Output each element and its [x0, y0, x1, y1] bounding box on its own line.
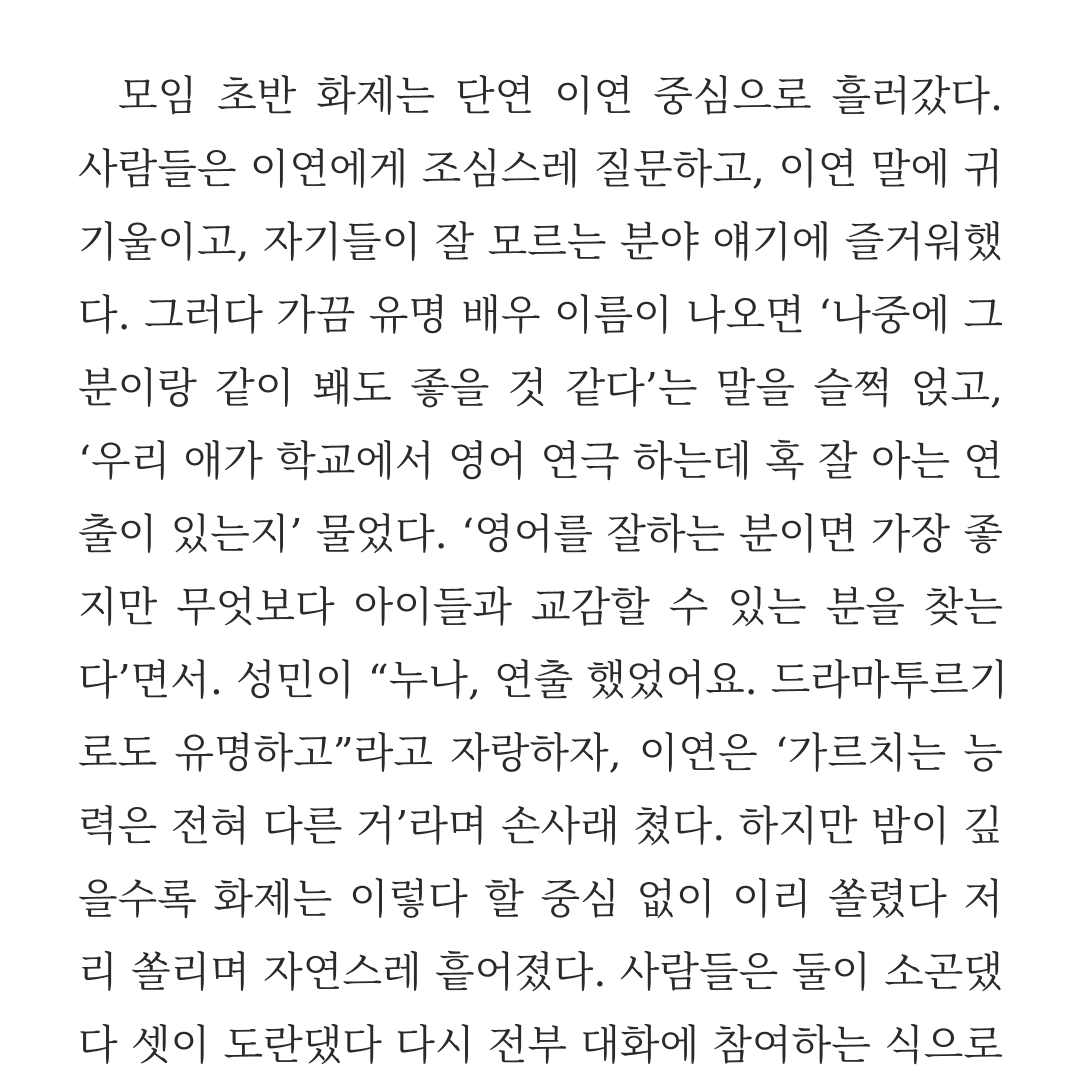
text-line-8: 지만 무엇보다 아이들과 교감할 수 있는 분을 찾는	[78, 583, 1003, 631]
text-line-5: 분이랑 같이 봬도 좋을 것 같다’는 말을 슬쩍 얹고,	[78, 364, 1003, 412]
text-line-4: 다. 그러다 가끔 유명 배우 이름이 나오면 ‘나중에 그	[78, 291, 1003, 339]
text-line-6: ‘우리 애가 학교에서 영어 연극 하는데 혹 잘 아는 연	[78, 437, 1003, 485]
text-line-12: 을수록 화제는 이렇다 할 중심 없이 이리 쏠렸다 저	[78, 875, 1003, 923]
text-line-7: 출이 있는지’ 물었다. ‘영어를 잘하는 분이면 가장 좋	[78, 510, 1003, 558]
text-line-11: 력은 전혀 다른 거’라며 손사래 쳤다. 하지만 밤이 깊	[78, 802, 1003, 850]
text-line-10: 로도 유명하고”라고 자랑하자, 이연은 ‘가르치는 능	[78, 729, 1003, 777]
text-line-13: 리 쏠리며 자연스레 흩어졌다. 사람들은 둘이 소곤댔	[78, 948, 1003, 996]
text-line-9: 다’면서. 성민이 “누나, 연출 했었어요. 드라마투르기	[78, 656, 1009, 704]
text-line-1: 모임 초반 화제는 단연 이연 중심으로 흘러갔다.	[118, 72, 1003, 120]
text-line-14: 다 셋이 도란댔다 다시 전부 대화에 참여하는 식으로	[78, 1021, 1003, 1069]
text-line-3: 기울이고, 자기들이 잘 모르는 분야 얘기에 즐거워했	[78, 218, 1003, 266]
text-line-2: 사람들은 이연에게 조심스레 질문하고, 이연 말에 귀	[78, 145, 1003, 193]
body-text	[78, 67, 1009, 1080]
